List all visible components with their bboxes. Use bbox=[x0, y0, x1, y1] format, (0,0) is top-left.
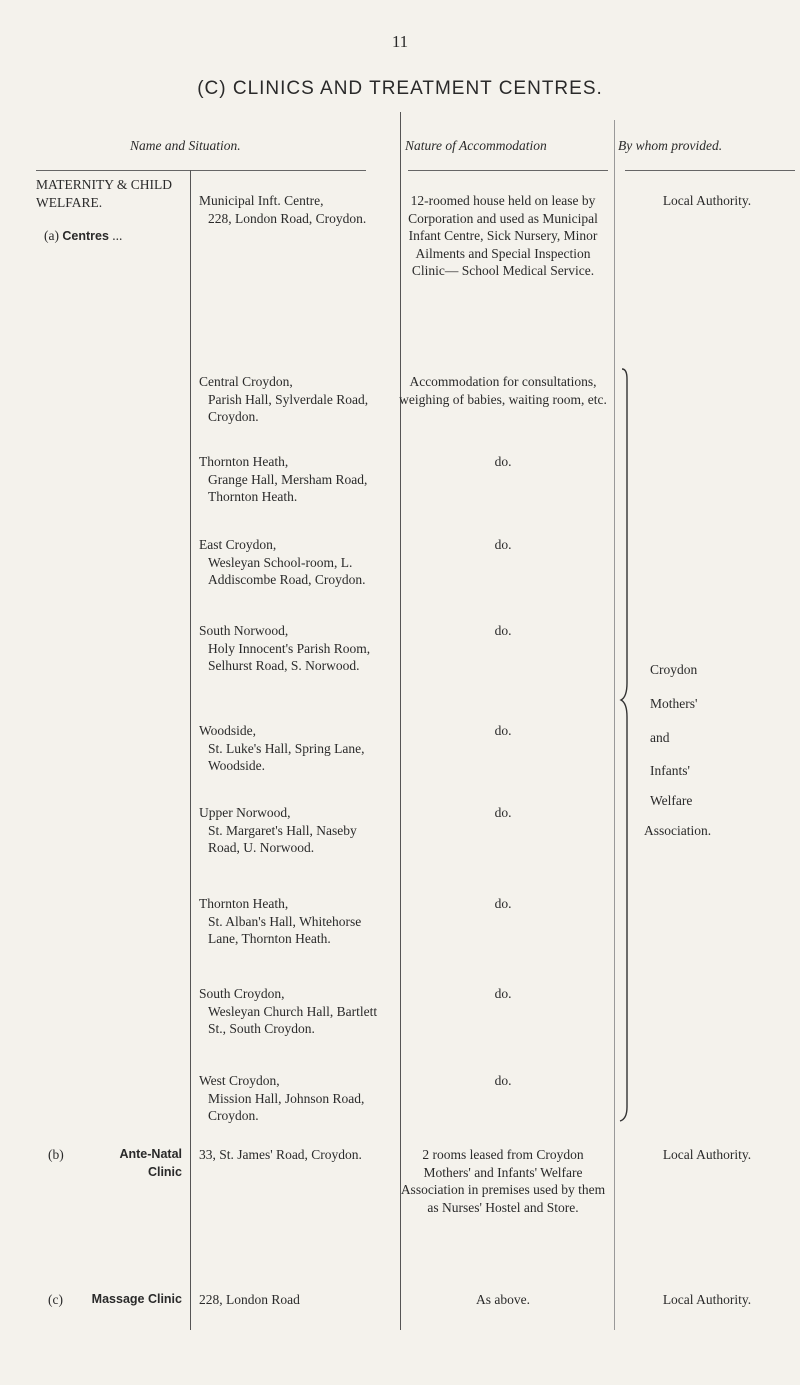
centre-nature: do. bbox=[494, 623, 512, 638]
centre-name: Thornton Heath, St. Alban's Hall, Whitehorse Lane, Thornton Heath. bbox=[199, 896, 362, 946]
group-provider-line: Mothers' bbox=[650, 696, 698, 711]
header-name: Name and Situation. bbox=[130, 138, 241, 153]
column-divider-3 bbox=[614, 120, 615, 1330]
centre-nature: Accommodation for consultations, weighing of babies, waiting room, etc. bbox=[399, 374, 607, 407]
group-provider-line: and bbox=[650, 730, 670, 745]
centre-name: South Norwood, Holy Innocent's Parish Room, Selhurst Road, S. Norwood. bbox=[199, 623, 371, 673]
centre-nature: do. bbox=[494, 537, 512, 552]
group-provider-line: Croydon bbox=[650, 662, 698, 677]
antenatal-name: 33, St. James' Road, Croydon. bbox=[199, 1147, 362, 1162]
antenatal-provider: Local Authority. bbox=[662, 1147, 752, 1162]
centre-nature: do. bbox=[494, 1073, 512, 1088]
page-number: 11 bbox=[391, 32, 409, 51]
antenatal-nature: 2 rooms leased from Croydon Mothers' and Infants' Welfare Association in premises used by them as Nurses' Hostel and Store. bbox=[400, 1147, 606, 1215]
centre-name: Thornton Heath, Grange Hall, Mersham Road, Thornton Heath. bbox=[199, 454, 368, 504]
centre-name: Municipal Inft. Centre, 228, London Road, Croydon. bbox=[199, 193, 367, 226]
header-provider: By whom provided. bbox=[618, 138, 723, 153]
centres-dots: ... bbox=[112, 228, 123, 243]
massage-prefix: (c) bbox=[48, 1292, 63, 1307]
page-title: (C) CLINICS AND TREATMENT CENTRES. bbox=[197, 78, 603, 99]
centre-name: East Croydon, Wesleyan School-room, L. Addiscombe Road, Croydon. bbox=[199, 537, 366, 587]
header-rule-left bbox=[36, 170, 366, 171]
massage-provider: Local Authority. bbox=[662, 1292, 752, 1307]
group-provider-line: Infants' bbox=[650, 763, 690, 778]
centre-nature: do. bbox=[494, 986, 512, 1001]
centres-label bbox=[44, 227, 122, 246]
centre-provider: Local Authority. bbox=[662, 193, 752, 208]
antenatal-prefix: (b) bbox=[48, 1147, 64, 1162]
massage-name: 228, London Road bbox=[199, 1292, 300, 1307]
centre-nature: do. bbox=[494, 454, 512, 469]
group-provider-line: Welfare bbox=[650, 793, 693, 808]
centres-prefix: (a) bbox=[44, 228, 59, 243]
centre-name: West Croydon, Mission Hall, Johnson Road, Croydon. bbox=[199, 1073, 365, 1123]
centre-name: Central Croydon, Parish Hall, Sylverdale Road, Croydon. bbox=[199, 374, 369, 424]
massage-nature: As above. bbox=[476, 1292, 530, 1307]
centre-nature: do. bbox=[494, 896, 512, 911]
massage-label: Massage Clinic bbox=[91, 1292, 182, 1306]
centre-name: Woodside, St. Luke's Hall, Spring Lane, Woodside. bbox=[199, 723, 365, 773]
antenatal-label: Ante-Natal Clinic bbox=[119, 1147, 182, 1179]
header-rule-right bbox=[625, 170, 795, 171]
header-rule-middle bbox=[408, 170, 608, 171]
group-provider-line: Association. bbox=[644, 823, 712, 838]
centre-name: South Croydon, Wesleyan Church Hall, Bartlett St., South Croydon. bbox=[199, 986, 378, 1036]
centre-nature: do. bbox=[494, 723, 512, 738]
column-divider-1 bbox=[190, 170, 191, 1330]
centre-name: Upper Norwood, St. Margaret's Hall, Naseby Road, U. Norwood. bbox=[199, 805, 357, 855]
centre-nature: 12-roomed house held on lease by Corporation and used as Municipal Infant Centre, Sick Nursery, Minor Ailments and Special Inspection Clinic— School Medical Service. bbox=[408, 193, 598, 278]
maternity-heading: MATERNITY & CHILD WELFARE. bbox=[36, 177, 172, 210]
header-nature: Nature of Accommodation bbox=[405, 138, 547, 153]
provider-brace bbox=[616, 365, 636, 1125]
centre-nature: do. bbox=[494, 805, 512, 820]
centres-text: Centres bbox=[62, 229, 109, 243]
